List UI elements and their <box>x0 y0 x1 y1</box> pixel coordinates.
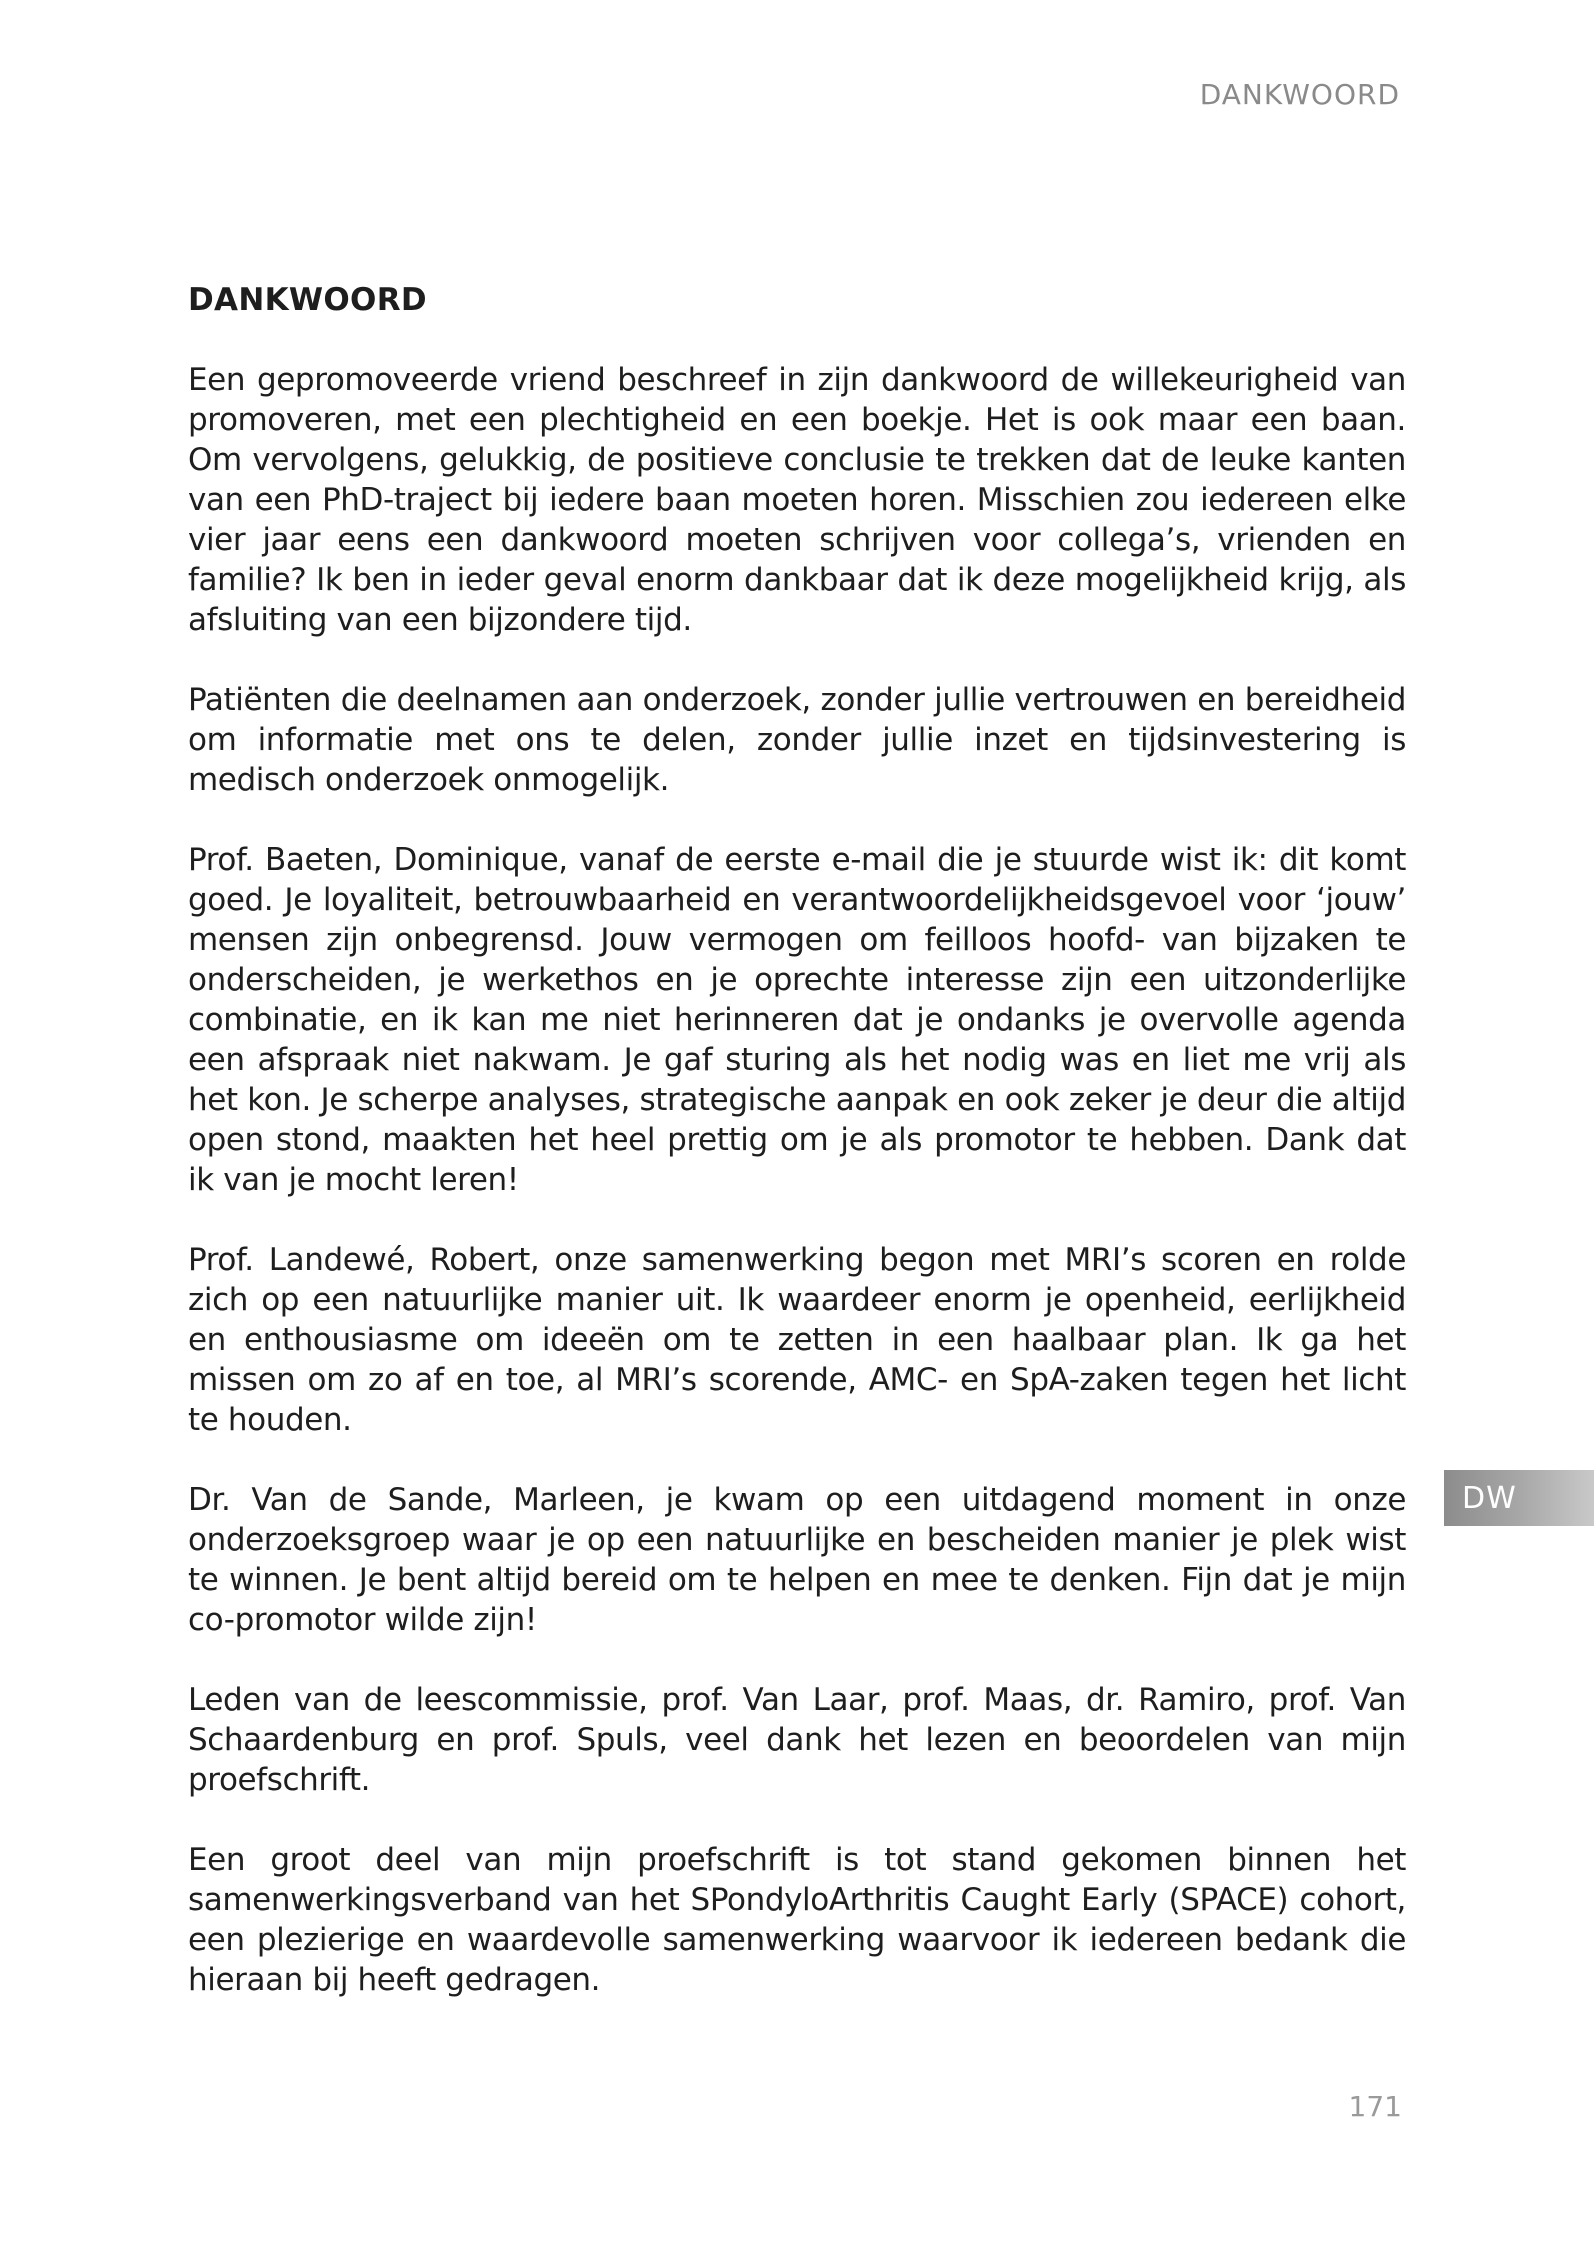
side-tab-label: DW <box>1462 1480 1517 1516</box>
page-number: 171 <box>1348 2090 1402 2123</box>
paragraph-second-promotor: Prof. Landewé, Robert, onze samenwerking begon met MRI’s scoren en rolde zich op een natuurlijke manier uit. Ik waardeer enorm je openheid, eerlijkheid en enthousiasme om ideeën om te zetten in een haalbaar plan. Ik ga het missen om zo af en toe, al MRI’s scorende, AMC- en SpA-zaken tegen het licht te houden. <box>188 1242 1406 1438</box>
page-content <box>188 282 1406 2040</box>
page-title: DANKWOORD <box>188 282 427 318</box>
paragraph-patients: Patiënten die deelnamen aan onderzoek, zonder jullie vertrouwen en bereidheid om informatie met ons te delen, zonder jullie inzet en tijdsinvestering is medisch onderzoek onmogelijk. <box>188 682 1406 798</box>
paragraph-copromotor: Dr. Van de Sande, Marleen, je kwam op een uitdagend moment in onze onderzoeksgroep waar je op een natuurlijke en bescheiden manier je plek wist te winnen. Je bent altijd bereid om te helpen en mee te denken. Fijn dat je mijn co-promotor wilde zijn! <box>188 1482 1406 1638</box>
chapter-side-tab <box>1444 1470 1594 1526</box>
paragraph-committee: Leden van de leescommissie, prof. Van Laar, prof. Maas, dr. Ramiro, prof. Van Schaardenburg en prof. Spuls, veel dank het lezen en beoordelen van mijn proefschrift. <box>188 1682 1406 1798</box>
paragraph-space-cohort: Een groot deel van mijn proefschrift is tot stand gekomen binnen het samenwerkingsverband van het SPondyloArthritis Caught Early (SPACE) cohort, een plezierige en waardevolle samenwerking waarvoor ik iedereen bedank die hieraan bij heeft gedragen. <box>188 1842 1406 1998</box>
paragraph-intro: Een gepromoveerde vriend beschreef in zijn dankwoord de willekeurigheid van promoveren, met een plechtigheid en een boekje. Het is ook maar een baan. Om vervolgens, gelukkig, de positieve conclusie te trekken dat de leuke kanten van een PhD-traject bij iedere baan moeten horen. Misschien zou iedereen elke vier jaar eens een dankwoord moeten schrijven voor collega’s, vrienden en familie? Ik ben in ieder geval enorm dankbaar dat ik deze mogelijkheid krijg, als afsluiting van een bijzondere tijd. <box>188 362 1406 638</box>
paragraph-promotor: Prof. Baeten, Dominique, vanaf de eerste e-mail die je stuurde wist ik: dit komt goed. Je loyaliteit, betrouwbaarheid en verantwoordelijkheidsgevoel voor ‘jouw’ mensen zijn onbegrensd. Jouw vermogen om feilloos hoofd- van bijzaken te onderscheiden, je werkethos en je oprechte interesse zijn een uitzonderlijke combinatie, en ik kan me niet herinneren dat je ondanks je overvolle agenda een afspraak niet nakwam. Je gaf sturing als het nodig was en liet me vrij als het kon. Je scherpe analyses, strategische aanpak en ook zeker je deur die altijd open stond, maakten het heel prettig om je als promotor te hebben. Dank dat ik van je mocht leren! <box>188 842 1406 1198</box>
running-header: DANKWOORD <box>1199 78 1400 111</box>
